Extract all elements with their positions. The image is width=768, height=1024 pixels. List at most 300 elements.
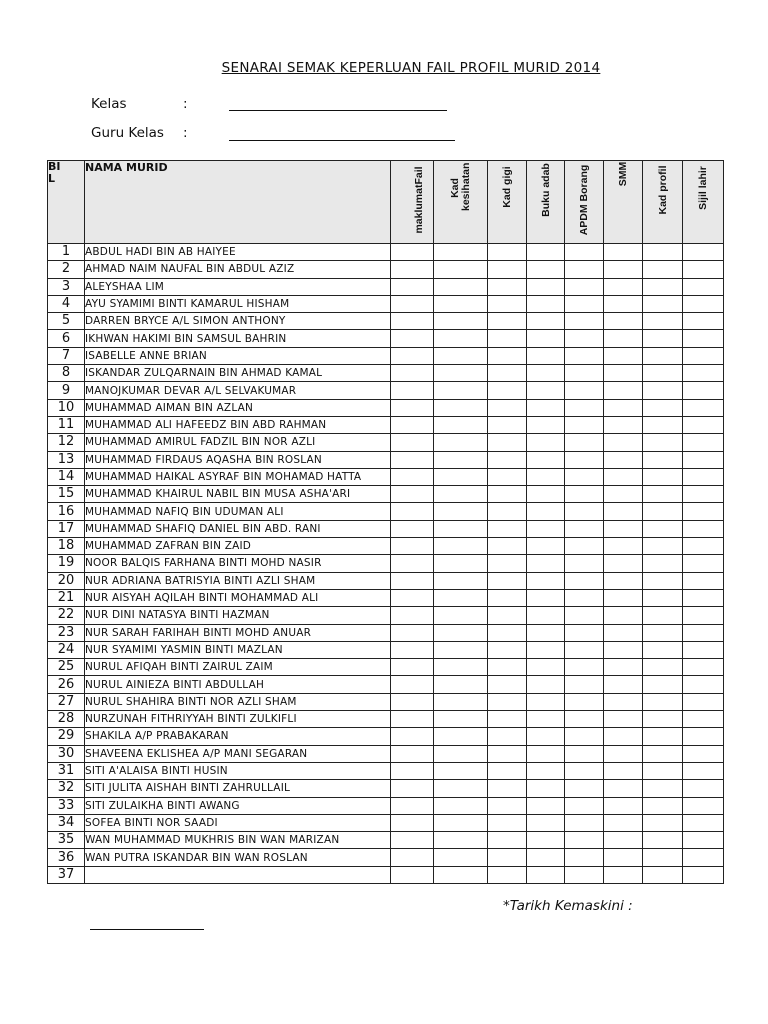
checklist-cell[interactable] (565, 659, 604, 676)
checklist-cell[interactable] (643, 711, 683, 728)
checklist-cell[interactable] (643, 416, 683, 433)
checklist-cell[interactable] (527, 486, 565, 503)
checklist-cell[interactable] (565, 745, 604, 762)
checklist-cell[interactable] (565, 676, 604, 693)
checklist-cell[interactable] (488, 849, 527, 866)
checklist-cell[interactable] (683, 659, 724, 676)
checklist-cell[interactable] (565, 607, 604, 624)
checklist-cell[interactable] (391, 589, 434, 606)
checklist-cell[interactable] (604, 399, 643, 416)
checklist-cell[interactable] (643, 555, 683, 572)
checklist-cell[interactable] (604, 365, 643, 382)
checklist-cell[interactable] (683, 745, 724, 762)
checklist-cell[interactable] (391, 849, 434, 866)
checklist-cell[interactable] (434, 780, 488, 797)
checklist-cell[interactable] (434, 538, 488, 555)
checklist-cell[interactable] (565, 572, 604, 589)
checklist-cell[interactable] (604, 382, 643, 399)
checklist-cell[interactable] (434, 624, 488, 641)
checklist-cell[interactable] (643, 589, 683, 606)
checklist-cell[interactable] (488, 416, 527, 433)
checklist-cell[interactable] (643, 814, 683, 831)
checklist-cell[interactable] (643, 451, 683, 468)
checklist-cell[interactable] (488, 866, 527, 883)
checklist-cell[interactable] (565, 365, 604, 382)
checklist-cell[interactable] (488, 382, 527, 399)
checklist-cell[interactable] (683, 365, 724, 382)
checklist-cell[interactable] (643, 434, 683, 451)
checklist-cell[interactable] (683, 832, 724, 849)
checklist-cell[interactable] (391, 572, 434, 589)
checklist-cell[interactable] (527, 572, 565, 589)
checklist-cell[interactable] (565, 261, 604, 278)
checklist-cell[interactable] (391, 347, 434, 364)
checklist-cell[interactable] (488, 520, 527, 537)
checklist-cell[interactable] (488, 624, 527, 641)
checklist-cell[interactable] (643, 624, 683, 641)
checklist-cell[interactable] (527, 728, 565, 745)
checklist-cell[interactable] (604, 330, 643, 347)
checklist-cell[interactable] (643, 244, 683, 261)
checklist-cell[interactable] (434, 849, 488, 866)
checklist-cell[interactable] (527, 589, 565, 606)
checklist-cell[interactable] (391, 330, 434, 347)
checklist-cell[interactable] (683, 244, 724, 261)
checklist-cell[interactable] (643, 365, 683, 382)
checklist-cell[interactable] (391, 313, 434, 330)
checklist-cell[interactable] (434, 589, 488, 606)
checklist-cell[interactable] (391, 365, 434, 382)
checklist-cell[interactable] (488, 693, 527, 710)
checklist-cell[interactable] (683, 607, 724, 624)
checklist-cell[interactable] (604, 797, 643, 814)
checklist-cell[interactable] (565, 382, 604, 399)
checklist-cell[interactable] (488, 797, 527, 814)
checklist-cell[interactable] (488, 503, 527, 520)
checklist-cell[interactable] (391, 295, 434, 312)
checklist-cell[interactable] (391, 814, 434, 831)
checklist-cell[interactable] (434, 676, 488, 693)
checklist-cell[interactable] (434, 711, 488, 728)
checklist-cell[interactable] (604, 468, 643, 485)
checklist-cell[interactable] (683, 416, 724, 433)
checklist-cell[interactable] (527, 624, 565, 641)
checklist-cell[interactable] (565, 486, 604, 503)
checklist-cell[interactable] (643, 745, 683, 762)
checklist-cell[interactable] (434, 728, 488, 745)
checklist-cell[interactable] (683, 624, 724, 641)
checklist-cell[interactable] (604, 486, 643, 503)
checklist-cell[interactable] (434, 261, 488, 278)
checklist-cell[interactable] (488, 451, 527, 468)
checklist-cell[interactable] (683, 468, 724, 485)
checklist-cell[interactable] (565, 780, 604, 797)
checklist-cell[interactable] (565, 503, 604, 520)
checklist-cell[interactable] (391, 261, 434, 278)
checklist-cell[interactable] (683, 711, 724, 728)
checklist-cell[interactable] (391, 416, 434, 433)
checklist-cell[interactable] (434, 520, 488, 537)
checklist-cell[interactable] (527, 555, 565, 572)
checklist-cell[interactable] (565, 641, 604, 658)
checklist-cell[interactable] (434, 330, 488, 347)
checklist-cell[interactable] (604, 711, 643, 728)
checklist-cell[interactable] (604, 814, 643, 831)
checklist-cell[interactable] (488, 538, 527, 555)
checklist-cell[interactable] (683, 295, 724, 312)
checklist-cell[interactable] (527, 762, 565, 779)
checklist-cell[interactable] (565, 866, 604, 883)
checklist-cell[interactable] (391, 382, 434, 399)
checklist-cell[interactable] (434, 382, 488, 399)
checklist-cell[interactable] (391, 676, 434, 693)
checklist-cell[interactable] (488, 365, 527, 382)
checklist-cell[interactable] (565, 468, 604, 485)
checklist-cell[interactable] (643, 278, 683, 295)
checklist-cell[interactable] (527, 365, 565, 382)
checklist-cell[interactable] (391, 693, 434, 710)
checklist-cell[interactable] (488, 762, 527, 779)
checklist-cell[interactable] (527, 866, 565, 883)
checklist-cell[interactable] (527, 520, 565, 537)
checklist-cell[interactable] (391, 659, 434, 676)
checklist-cell[interactable] (391, 538, 434, 555)
checklist-cell[interactable] (604, 676, 643, 693)
checklist-cell[interactable] (391, 624, 434, 641)
checklist-cell[interactable] (643, 849, 683, 866)
kelas-input-line[interactable] (229, 110, 447, 111)
checklist-cell[interactable] (488, 589, 527, 606)
checklist-cell[interactable] (683, 278, 724, 295)
checklist-cell[interactable] (527, 278, 565, 295)
checklist-cell[interactable] (683, 676, 724, 693)
checklist-cell[interactable] (434, 278, 488, 295)
checklist-cell[interactable] (488, 641, 527, 658)
checklist-cell[interactable] (683, 486, 724, 503)
checklist-cell[interactable] (604, 416, 643, 433)
checklist-cell[interactable] (391, 399, 434, 416)
checklist-cell[interactable] (434, 693, 488, 710)
checklist-cell[interactable] (565, 555, 604, 572)
checklist-cell[interactable] (604, 849, 643, 866)
checklist-cell[interactable] (488, 486, 527, 503)
checklist-cell[interactable] (488, 728, 527, 745)
checklist-cell[interactable] (643, 676, 683, 693)
checklist-cell[interactable] (604, 520, 643, 537)
checklist-cell[interactable] (527, 607, 565, 624)
checklist-cell[interactable] (527, 468, 565, 485)
signature-line[interactable] (90, 929, 204, 930)
checklist-cell[interactable] (391, 434, 434, 451)
checklist-cell[interactable] (683, 330, 724, 347)
guru-kelas-input-line[interactable] (229, 140, 455, 141)
checklist-cell[interactable] (643, 261, 683, 278)
checklist-cell[interactable] (683, 347, 724, 364)
checklist-cell[interactable] (604, 538, 643, 555)
checklist-cell[interactable] (643, 486, 683, 503)
checklist-cell[interactable] (434, 607, 488, 624)
checklist-cell[interactable] (527, 313, 565, 330)
checklist-cell[interactable] (527, 659, 565, 676)
checklist-cell[interactable] (527, 693, 565, 710)
checklist-cell[interactable] (565, 693, 604, 710)
checklist-cell[interactable] (604, 244, 643, 261)
checklist-cell[interactable] (683, 399, 724, 416)
checklist-cell[interactable] (683, 762, 724, 779)
checklist-cell[interactable] (604, 607, 643, 624)
checklist-cell[interactable] (434, 745, 488, 762)
checklist-cell[interactable] (604, 745, 643, 762)
checklist-cell[interactable] (488, 330, 527, 347)
checklist-cell[interactable] (434, 797, 488, 814)
checklist-cell[interactable] (643, 538, 683, 555)
checklist-cell[interactable] (488, 780, 527, 797)
checklist-cell[interactable] (604, 780, 643, 797)
checklist-cell[interactable] (434, 555, 488, 572)
checklist-cell[interactable] (683, 520, 724, 537)
checklist-cell[interactable] (434, 486, 488, 503)
checklist-cell[interactable] (643, 607, 683, 624)
checklist-cell[interactable] (527, 832, 565, 849)
checklist-cell[interactable] (683, 641, 724, 658)
checklist-cell[interactable] (565, 434, 604, 451)
checklist-cell[interactable] (604, 728, 643, 745)
checklist-cell[interactable] (391, 607, 434, 624)
checklist-cell[interactable] (565, 330, 604, 347)
checklist-cell[interactable] (565, 728, 604, 745)
checklist-cell[interactable] (434, 365, 488, 382)
checklist-cell[interactable] (604, 278, 643, 295)
checklist-cell[interactable] (643, 797, 683, 814)
checklist-cell[interactable] (527, 745, 565, 762)
checklist-cell[interactable] (683, 434, 724, 451)
checklist-cell[interactable] (683, 382, 724, 399)
checklist-cell[interactable] (643, 572, 683, 589)
checklist-cell[interactable] (565, 416, 604, 433)
checklist-cell[interactable] (565, 589, 604, 606)
checklist-cell[interactable] (434, 659, 488, 676)
checklist-cell[interactable] (683, 555, 724, 572)
checklist-cell[interactable] (527, 347, 565, 364)
checklist-cell[interactable] (488, 814, 527, 831)
checklist-cell[interactable] (604, 762, 643, 779)
checklist-cell[interactable] (683, 728, 724, 745)
checklist-cell[interactable] (683, 589, 724, 606)
checklist-cell[interactable] (434, 762, 488, 779)
checklist-cell[interactable] (565, 313, 604, 330)
checklist-cell[interactable] (565, 278, 604, 295)
checklist-cell[interactable] (565, 244, 604, 261)
checklist-cell[interactable] (604, 572, 643, 589)
checklist-cell[interactable] (527, 503, 565, 520)
checklist-cell[interactable] (434, 832, 488, 849)
checklist-cell[interactable] (643, 382, 683, 399)
checklist-cell[interactable] (683, 780, 724, 797)
checklist-cell[interactable] (391, 486, 434, 503)
checklist-cell[interactable] (434, 814, 488, 831)
checklist-cell[interactable] (565, 832, 604, 849)
checklist-cell[interactable] (391, 278, 434, 295)
checklist-cell[interactable] (488, 295, 527, 312)
checklist-cell[interactable] (527, 295, 565, 312)
checklist-cell[interactable] (488, 607, 527, 624)
checklist-cell[interactable] (527, 797, 565, 814)
checklist-cell[interactable] (488, 711, 527, 728)
checklist-cell[interactable] (488, 832, 527, 849)
checklist-cell[interactable] (643, 520, 683, 537)
checklist-cell[interactable] (604, 313, 643, 330)
checklist-cell[interactable] (391, 244, 434, 261)
checklist-cell[interactable] (683, 814, 724, 831)
checklist-cell[interactable] (391, 520, 434, 537)
checklist-cell[interactable] (604, 434, 643, 451)
checklist-cell[interactable] (643, 693, 683, 710)
checklist-cell[interactable] (643, 641, 683, 658)
checklist-cell[interactable] (434, 503, 488, 520)
checklist-cell[interactable] (527, 244, 565, 261)
checklist-cell[interactable] (488, 434, 527, 451)
checklist-cell[interactable] (488, 572, 527, 589)
checklist-cell[interactable] (604, 503, 643, 520)
checklist-cell[interactable] (604, 659, 643, 676)
checklist-cell[interactable] (565, 451, 604, 468)
checklist-cell[interactable] (565, 624, 604, 641)
checklist-cell[interactable] (643, 330, 683, 347)
checklist-cell[interactable] (565, 520, 604, 537)
checklist-cell[interactable] (527, 434, 565, 451)
checklist-cell[interactable] (604, 624, 643, 641)
checklist-cell[interactable] (565, 295, 604, 312)
checklist-cell[interactable] (391, 468, 434, 485)
checklist-cell[interactable] (604, 693, 643, 710)
checklist-cell[interactable] (488, 676, 527, 693)
checklist-cell[interactable] (391, 728, 434, 745)
checklist-cell[interactable] (391, 555, 434, 572)
checklist-cell[interactable] (527, 676, 565, 693)
checklist-cell[interactable] (488, 244, 527, 261)
checklist-cell[interactable] (391, 711, 434, 728)
checklist-cell[interactable] (434, 434, 488, 451)
checklist-cell[interactable] (643, 832, 683, 849)
checklist-cell[interactable] (643, 866, 683, 883)
checklist-cell[interactable] (488, 555, 527, 572)
checklist-cell[interactable] (683, 261, 724, 278)
checklist-cell[interactable] (434, 416, 488, 433)
checklist-cell[interactable] (643, 347, 683, 364)
checklist-cell[interactable] (391, 866, 434, 883)
checklist-cell[interactable] (434, 572, 488, 589)
checklist-cell[interactable] (391, 797, 434, 814)
checklist-cell[interactable] (643, 503, 683, 520)
checklist-cell[interactable] (565, 711, 604, 728)
checklist-cell[interactable] (527, 641, 565, 658)
checklist-cell[interactable] (643, 399, 683, 416)
checklist-cell[interactable] (565, 347, 604, 364)
checklist-cell[interactable] (604, 347, 643, 364)
checklist-cell[interactable] (565, 797, 604, 814)
checklist-cell[interactable] (683, 451, 724, 468)
checklist-cell[interactable] (604, 555, 643, 572)
checklist-cell[interactable] (604, 589, 643, 606)
checklist-cell[interactable] (643, 313, 683, 330)
checklist-cell[interactable] (565, 762, 604, 779)
checklist-cell[interactable] (604, 451, 643, 468)
checklist-cell[interactable] (604, 832, 643, 849)
checklist-cell[interactable] (604, 866, 643, 883)
checklist-cell[interactable] (527, 416, 565, 433)
checklist-cell[interactable] (391, 762, 434, 779)
checklist-cell[interactable] (434, 468, 488, 485)
checklist-cell[interactable] (434, 244, 488, 261)
checklist-cell[interactable] (391, 451, 434, 468)
checklist-cell[interactable] (527, 451, 565, 468)
checklist-cell[interactable] (683, 797, 724, 814)
checklist-cell[interactable] (683, 538, 724, 555)
checklist-cell[interactable] (604, 295, 643, 312)
checklist-cell[interactable] (488, 399, 527, 416)
checklist-cell[interactable] (604, 261, 643, 278)
checklist-cell[interactable] (527, 330, 565, 347)
checklist-cell[interactable] (527, 538, 565, 555)
checklist-cell[interactable] (643, 468, 683, 485)
checklist-cell[interactable] (527, 399, 565, 416)
checklist-cell[interactable] (643, 762, 683, 779)
checklist-cell[interactable] (683, 313, 724, 330)
checklist-cell[interactable] (434, 399, 488, 416)
checklist-cell[interactable] (643, 659, 683, 676)
checklist-cell[interactable] (391, 745, 434, 762)
checklist-cell[interactable] (391, 641, 434, 658)
checklist-cell[interactable] (434, 313, 488, 330)
checklist-cell[interactable] (527, 849, 565, 866)
tarikh-kemaskini-label: *Tarikh Kemaskini : (503, 898, 633, 914)
checklist-cell[interactable] (488, 278, 527, 295)
checklist-cell[interactable] (604, 641, 643, 658)
checklist-cell[interactable] (391, 832, 434, 849)
checklist-cell[interactable] (527, 711, 565, 728)
checklist-cell[interactable] (434, 641, 488, 658)
checklist-cell[interactable] (488, 745, 527, 762)
checklist-cell[interactable] (527, 780, 565, 797)
checklist-cell[interactable] (565, 399, 604, 416)
checklist-cell[interactable] (434, 295, 488, 312)
checklist-cell[interactable] (434, 866, 488, 883)
checklist-cell[interactable] (565, 814, 604, 831)
checklist-cell[interactable] (391, 503, 434, 520)
checklist-cell[interactable] (683, 866, 724, 883)
checklist-cell[interactable] (434, 451, 488, 468)
checklist-cell[interactable] (488, 313, 527, 330)
checklist-cell[interactable] (434, 347, 488, 364)
checklist-cell[interactable] (488, 468, 527, 485)
checklist-cell[interactable] (683, 849, 724, 866)
checklist-cell[interactable] (643, 295, 683, 312)
checklist-cell[interactable] (527, 382, 565, 399)
checklist-cell[interactable] (683, 503, 724, 520)
checklist-cell[interactable] (683, 572, 724, 589)
checklist-cell[interactable] (488, 261, 527, 278)
checklist-cell[interactable] (488, 659, 527, 676)
checklist-cell[interactable] (643, 728, 683, 745)
checklist-cell[interactable] (643, 780, 683, 797)
checklist-cell[interactable] (527, 814, 565, 831)
checklist-cell[interactable] (683, 693, 724, 710)
checklist-cell[interactable] (527, 261, 565, 278)
checklist-cell[interactable] (565, 849, 604, 866)
checklist-cell[interactable] (565, 538, 604, 555)
checklist-cell[interactable] (488, 347, 527, 364)
checklist-cell[interactable] (391, 780, 434, 797)
